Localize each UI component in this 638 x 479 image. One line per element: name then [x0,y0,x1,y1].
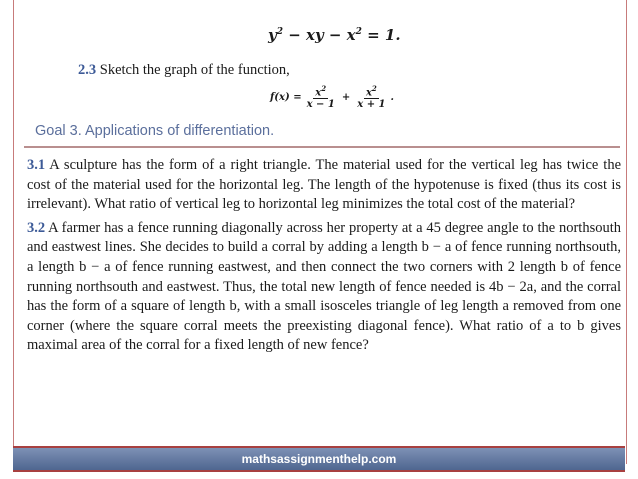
fraction-2 [355,84,387,110]
function-equation [270,80,394,114]
eq-mid: − xy − x [282,26,356,44]
problem-3-1 [27,156,621,215]
eq-exp: 2 [276,27,283,37]
goal-heading: Goal 3. Applications of differentiation. [35,123,275,139]
frac-den: x − 1 [306,99,335,111]
problem-number: 2.3 [78,62,97,78]
problem-number: 3.2 [27,219,46,236]
fx-period: . [390,91,394,103]
problem-text: A farmer has a fence running diagonally across her property at a 45 degree angle to the northsouth and eastwest lines. She decides to build a corral by adding a length b − a of fence running northsouth, a length b − a of fence running eastwest, and then connect the two corners with 2 length b of fence running northsouth and eastwest. Thus, the total new length of fence needed is 4b − 2a, and the corral has the form of a square of length b, with a small isosceles triangle of leg length a removed from one corner (where the square corral meets the preexisting diagonal fence). What ratio of a to b gives maximal area of the corral for a fixed length of new fence? [27,219,621,354]
problem-2-3 [78,62,290,79]
frac-exp: 2 [371,83,377,93]
eq-var-y: y [268,26,277,44]
problem-text: A sculpture has the form of a right triangle. The material used for the vertical leg has twice the cost of the material used for the horizontal leg. The length of the hypotenuse is fixed (thus its cost is irrelevant). What ratio of vertical leg to horizontal leg minimizes the total cost of the material? [27,157,621,213]
problem-number: 3.1 [27,157,46,173]
divider [24,146,620,148]
frac-num: x [365,87,372,99]
frac-num: x [315,87,322,99]
eq-exp: 2 [355,27,362,37]
footer-bar [13,446,625,472]
fx-lhs: f(x) = [270,91,302,103]
equation-implicit [268,26,401,44]
problem-list [27,156,621,360]
footer-site-link[interactable]: mathsassignmenthelp.com [241,452,397,466]
frac-exp: 2 [321,83,327,93]
plus-sign: + [341,91,351,103]
problem-text: Sketch the graph of the function, [99,62,290,78]
fraction-1 [305,84,337,110]
eq-rhs: = 1. [361,26,401,44]
problem-3-2 [27,219,621,356]
frac-den: x + 1 [357,99,386,111]
